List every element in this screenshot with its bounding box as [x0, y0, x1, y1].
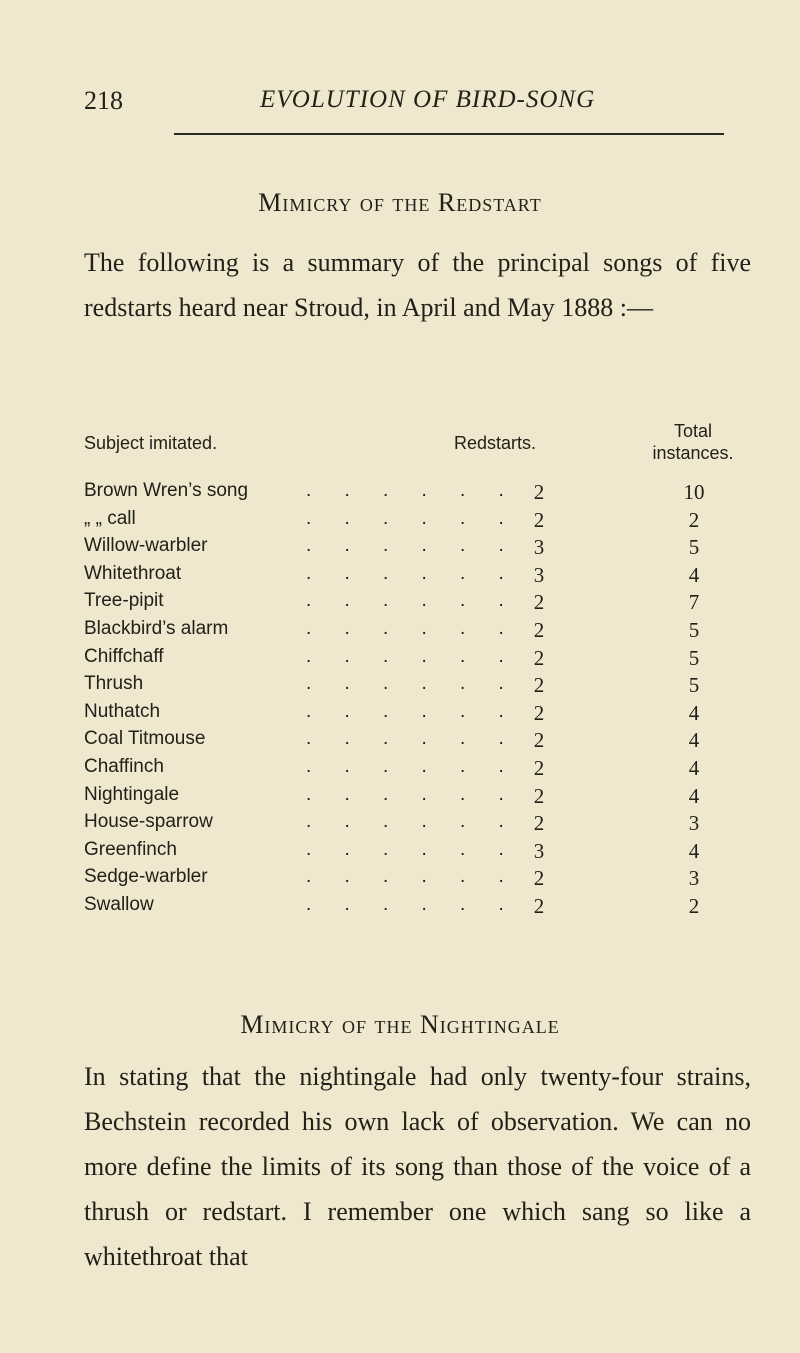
- subject-cell: Nightingale: [84, 783, 180, 805]
- redstarts-cell: 3: [533, 535, 545, 560]
- subject-cell: Swallow: [84, 893, 154, 915]
- leader-dots: . . . . . .: [306, 673, 504, 695]
- leader-dots: . . . . . .: [306, 755, 504, 777]
- table-row: [84, 563, 774, 591]
- running-head: EVOLUTION OF BIRD-SONG: [260, 86, 596, 113]
- leader-dots: . . . . . .: [306, 480, 504, 501]
- table-row: [84, 839, 774, 867]
- redstarts-cell: 2: [533, 866, 545, 891]
- total-cell: 4: [688, 755, 700, 780]
- total-cell: 7: [688, 590, 700, 615]
- leader-dots: . . . . . .: [306, 728, 504, 750]
- subject-cell: House-sparrow: [84, 811, 213, 833]
- subject-cell: Thrush: [84, 673, 144, 695]
- leader-dots: . . . . . .: [306, 811, 504, 833]
- page-header: [84, 86, 724, 120]
- leader-dots: . . . . . .: [306, 700, 504, 722]
- total-cell: 4: [688, 700, 700, 725]
- table-row: [84, 590, 774, 618]
- redstarts-cell: 2: [533, 700, 545, 725]
- subject-cell: Blackbird’s alarm: [84, 617, 229, 639]
- leader-dots: . . . . . .: [306, 783, 504, 805]
- table-body: [84, 480, 774, 922]
- total-cell: 10: [683, 480, 705, 504]
- page-number: 218: [84, 86, 123, 115]
- total-cell: 4: [688, 838, 700, 863]
- table-row: [84, 646, 774, 674]
- table-row: [84, 756, 774, 784]
- subject-cell: Tree-pipit: [84, 590, 164, 612]
- column-header-redstarts: Redstarts.: [454, 433, 537, 453]
- leader-dots: . . . . . .: [306, 866, 504, 888]
- leader-dots: . . . . . .: [306, 838, 504, 860]
- leader-dots: . . . . . .: [306, 507, 504, 529]
- redstarts-cell: 2: [533, 893, 545, 918]
- table-row: [84, 535, 774, 563]
- subject-cell: Chaffinch: [84, 755, 164, 777]
- total-cell: 5: [688, 645, 700, 670]
- total-cell: 4: [688, 562, 700, 587]
- subject-cell: Brown Wren’s song: [84, 480, 249, 501]
- total-cell: 3: [688, 866, 700, 891]
- redstarts-cell: 2: [533, 728, 545, 753]
- redstarts-cell: 2: [533, 811, 545, 836]
- column-header-subject: Subject imitated.: [84, 433, 218, 453]
- redstarts-cell: 2: [533, 673, 545, 698]
- redstarts-cell: 2: [533, 783, 545, 808]
- column-header-total: Total instances.: [652, 421, 734, 463]
- leader-dots: . . . . . .: [306, 535, 504, 557]
- subject-cell: Whitethroat: [84, 562, 182, 584]
- intro-paragraph: The following is a summary of the principal songs of five redstarts heard near Stroud, in April and May 1888 :—: [84, 248, 751, 322]
- redstarts-cell: 3: [533, 838, 545, 863]
- table-row: [84, 508, 774, 536]
- total-cell: 2: [688, 507, 700, 532]
- redstarts-cell: 2: [533, 507, 545, 532]
- table-row: [84, 701, 774, 729]
- leader-dots: . . . . . .: [306, 893, 504, 915]
- redstarts-cell: 2: [533, 480, 545, 504]
- redstarts-cell: 2: [533, 645, 545, 670]
- table-row: [84, 811, 774, 839]
- header-rule: [174, 133, 724, 135]
- table-row: [84, 480, 774, 508]
- mimicry-table: [84, 420, 774, 918]
- table-row: [84, 784, 774, 812]
- total-cell: 2: [688, 893, 700, 918]
- subject-cell: Sedge-warbler: [84, 866, 208, 888]
- subject-cell: Willow-warbler: [84, 535, 208, 557]
- redstarts-cell: 3: [533, 562, 545, 587]
- leader-dots: . . . . . .: [306, 590, 504, 612]
- body-paragraph: In stating that the nightingale had only twenty-four strains, Bechstein recorded his own lack of observation. We can no more define the limits of its song than those of the voice of a thrush or redstart. I remember one which sang so like a whitethroat that: [84, 1062, 751, 1271]
- table-row: [84, 673, 774, 701]
- total-cell: 4: [688, 728, 700, 753]
- total-cell: 5: [688, 673, 700, 698]
- table-row: [84, 728, 774, 756]
- redstarts-cell: 2: [533, 755, 545, 780]
- subject-cell: Nuthatch: [84, 700, 161, 722]
- leader-dots: . . . . . .: [306, 562, 504, 584]
- subject-cell: „ „ call: [84, 507, 136, 529]
- leader-dots: . . . . . .: [306, 645, 504, 667]
- table-row: [84, 618, 774, 646]
- subject-cell: Chiffchaff: [84, 645, 164, 667]
- subject-cell: Greenfinch: [84, 838, 177, 860]
- total-cell: 3: [688, 811, 700, 836]
- leader-dots: . . . . . .: [306, 617, 504, 639]
- total-cell: 5: [688, 617, 700, 642]
- table-row: [84, 866, 774, 894]
- total-cell: 5: [688, 535, 700, 560]
- section-title-nightingale: Mimicry of the Nightingale: [240, 1010, 560, 1039]
- section-title-redstart: Mimicry of the Redstart: [258, 188, 542, 217]
- redstarts-cell: 2: [533, 590, 545, 615]
- table-row: [84, 894, 774, 922]
- total-cell: 4: [688, 783, 700, 808]
- redstarts-cell: 2: [533, 617, 545, 642]
- subject-cell: Coal Titmouse: [84, 728, 206, 750]
